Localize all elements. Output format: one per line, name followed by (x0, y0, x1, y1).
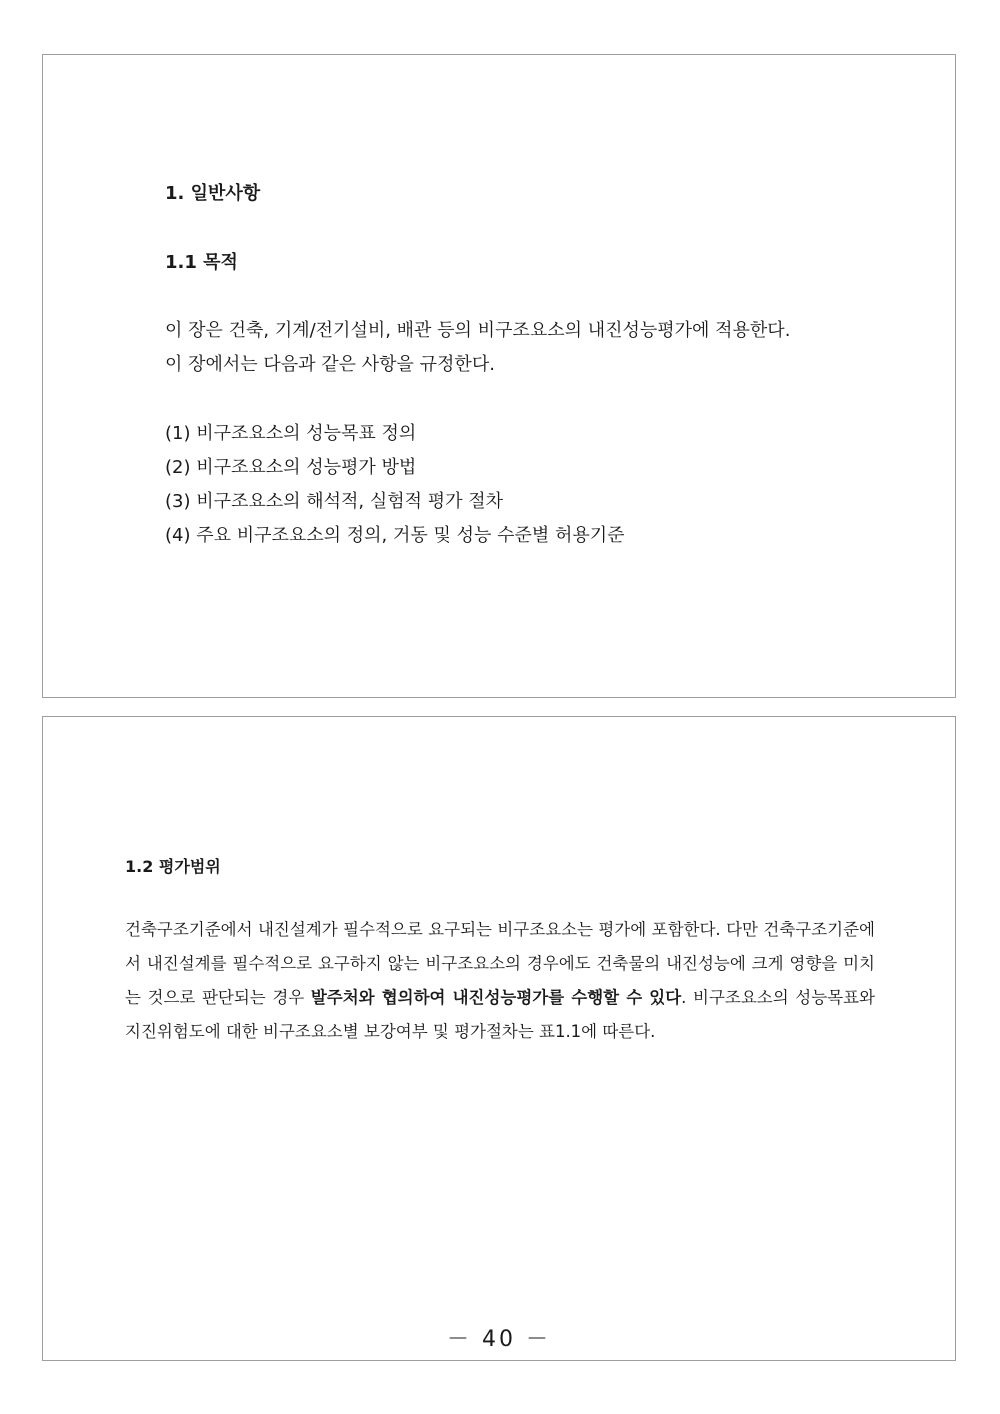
scope-paragraph (125, 913, 875, 1049)
scope-paragraph-bold: 발주처와 협의하여 내진성능평가를 수행할 수 있다 (310, 988, 682, 1007)
list-item: (4) 주요 비구조요소의 정의, 거동 및 성능 수준별 허용기준 (165, 525, 625, 546)
list-item: (1) 비구조요소의 성능목표 정의 (165, 423, 417, 444)
page-number: － 40 － (447, 1327, 551, 1352)
scope-paragraph-part2: . 비구조요소의 성능목표와 지진위험도에 대한 비구조요소별 보강여부 및 평가절차는 표1.1에 따른다. (125, 988, 875, 1041)
intro-line-1: 이 장은 건축, 기계/전기설비, 배관 등의 비구조요소의 내진성능평가에 적용한다. (165, 320, 791, 341)
scope-paragraph-part1: 건축구조기준에서 내진설계가 필수적으로 요구되는 비구조요소는 평가에 포함한다. 다만 건축구조기준에서 내진설계를 필수적으로 요구하지 않는 비구조요소의 경우에도 건축물의 내진성능에 크게 영향을 미치는 것으로 판단되는 경우 (125, 920, 875, 1007)
intro-line-2: 이 장에서는 다음과 같은 사항을 규정한다. (165, 354, 495, 375)
heading-general: 1. 일반사항 (165, 183, 261, 204)
heading-purpose: 1.1 목적 (165, 252, 238, 273)
list-item: (2) 비구조요소의 성능평가 방법 (165, 457, 417, 478)
heading-scope: 1.2 평가범위 (125, 857, 221, 876)
purpose-section-panel (42, 54, 956, 698)
list-item: (3) 비구조요소의 해석적, 실험적 평가 절차 (165, 491, 504, 512)
scope-section-panel (42, 716, 956, 1361)
